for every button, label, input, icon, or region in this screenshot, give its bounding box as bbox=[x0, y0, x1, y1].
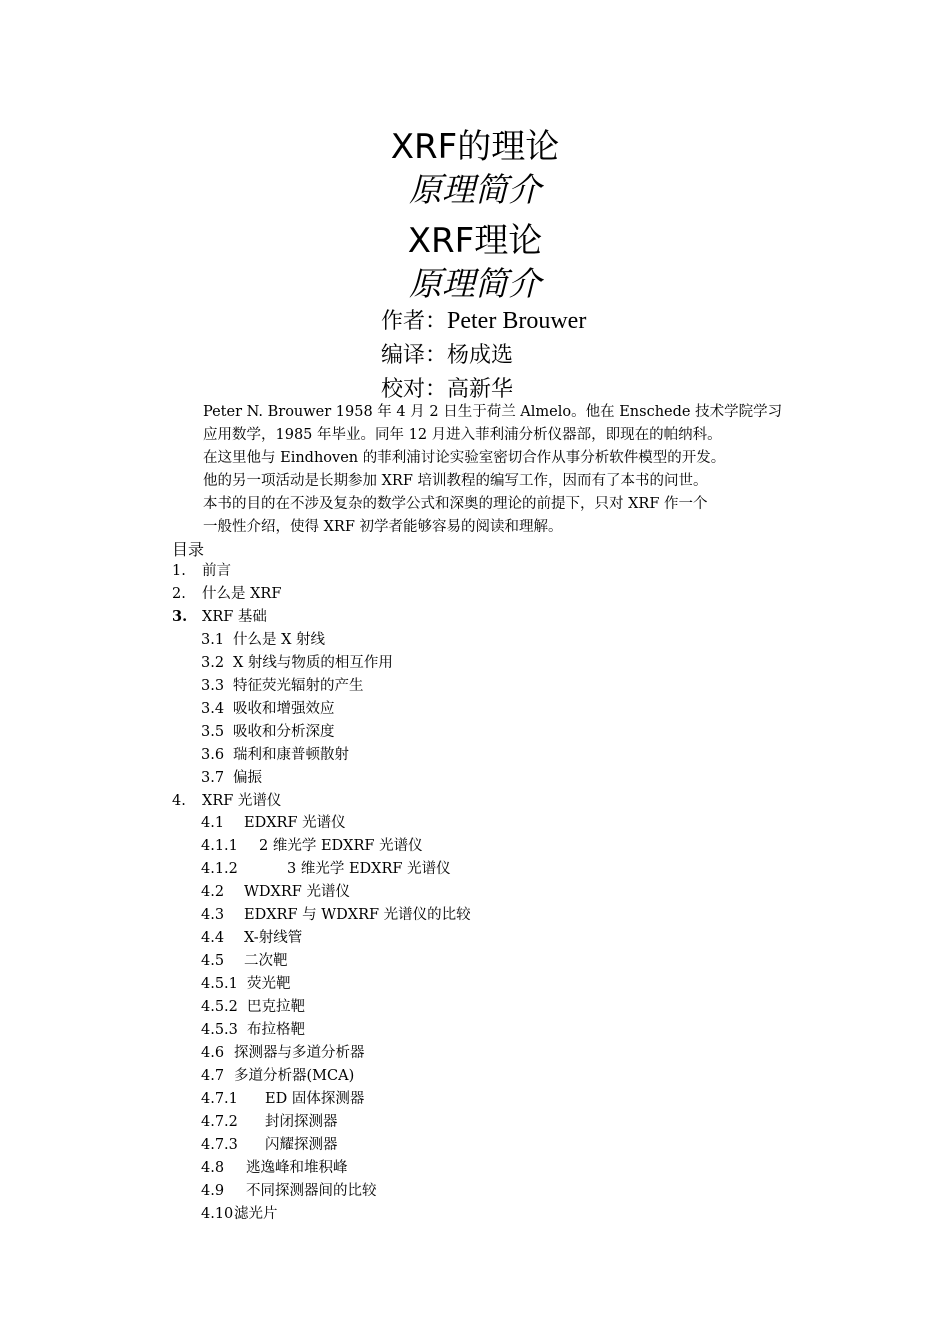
bio-line: 本书的目的在不涉及复杂的数学公式和深奥的理论的前提下，只对 XRF 作一个 bbox=[203, 496, 708, 512]
toc-entry-label: 探测器与多道分析器 bbox=[234, 1044, 365, 1061]
toc-entry[interactable] bbox=[201, 812, 346, 834]
toc-entry-label: 2 维光学 EDXRF 光谱仪 bbox=[259, 838, 423, 855]
author-line bbox=[381, 304, 586, 335]
toc-entry[interactable] bbox=[201, 1203, 278, 1225]
toc-entry-number: 4.1.2 bbox=[201, 861, 238, 878]
toc-entry-label: 3 维光学 EDXRF 光谱仪 bbox=[287, 861, 451, 878]
toc-entry[interactable] bbox=[201, 744, 349, 766]
toc-entry-number: 4.5 bbox=[201, 953, 225, 970]
toc-entry[interactable] bbox=[201, 652, 393, 674]
toc-entry-label: XRF 光谱仪 bbox=[202, 792, 282, 809]
bio-line: 他的另一项活动是长期参加 XRF 培训教程的编写工作，因而有了本书的问世。 bbox=[203, 473, 708, 489]
toc-entry[interactable] bbox=[201, 835, 423, 857]
toc-entry-number: 3.2 bbox=[201, 654, 225, 671]
toc-entry-number: 4.9 bbox=[201, 1182, 225, 1199]
bio-line: Peter N. Brouwer 1958 年 4 月 2 日生于荷兰 Almelo。他在 Enschede 技术学院学习 bbox=[203, 404, 783, 420]
toc-entry-number: 1. bbox=[172, 563, 186, 579]
toc-entry[interactable] bbox=[201, 858, 451, 880]
toc-entry-label: 逃逸峰和堆积峰 bbox=[246, 1159, 348, 1176]
bio-line: 应用数学，1985 年毕业。同年 12 月进入菲利浦分析仪器部，即现在的帕纳科。 bbox=[203, 427, 722, 443]
document-title-secondary: XRF理论 bbox=[407, 221, 543, 261]
document-title: XRF的理论 bbox=[390, 127, 560, 167]
toc-entry-number: 4. bbox=[172, 792, 186, 809]
toc-entry[interactable] bbox=[201, 1134, 338, 1156]
toc-entry-label: X 射线与物质的相互作用 bbox=[233, 654, 393, 671]
toc-entry-number: 2. bbox=[172, 585, 186, 602]
toc-entry-number: 4.8 bbox=[201, 1159, 225, 1176]
toc-entry-number: 3. bbox=[172, 607, 188, 625]
toc-entry-label: 什么是 X 射线 bbox=[233, 631, 326, 648]
toc-entry[interactable] bbox=[201, 1180, 377, 1202]
toc-entry[interactable] bbox=[201, 1019, 305, 1041]
toc-entry-label: 布拉格靶 bbox=[247, 1022, 305, 1038]
toc-entry[interactable] bbox=[201, 675, 364, 697]
toc-entry-label: 闪耀探测器 bbox=[265, 1136, 338, 1153]
toc-entry-label: 荧光靶 bbox=[247, 976, 291, 993]
toc-entry-label: 瑞利和康普顿散射 bbox=[233, 746, 349, 763]
toc-entry-number: 3.4 bbox=[201, 700, 225, 717]
translator-line bbox=[381, 338, 513, 369]
toc-entry[interactable] bbox=[201, 881, 350, 903]
toc-entry[interactable] bbox=[201, 767, 262, 789]
toc-entry-label: WDXRF 光谱仪 bbox=[244, 884, 350, 901]
proofreader-label: 校对： bbox=[381, 377, 448, 402]
toc-entry-number: 4.4 bbox=[201, 930, 225, 947]
bio-line: 在这里他与 Eindhoven 的菲利浦讨论实验室密切合作从事分析软件模型的开发。 bbox=[203, 450, 726, 466]
toc-entry[interactable] bbox=[201, 698, 335, 720]
toc-entry-label: EDXRF 光谱仪 bbox=[244, 815, 346, 832]
toc-entry-number: 3.1 bbox=[201, 631, 225, 648]
bio-line: 一般性介绍，使得 XRF 初学者能够容易的阅读和理解。 bbox=[203, 519, 563, 535]
toc-entry-label: 滤光片 bbox=[234, 1205, 278, 1222]
toc-entry[interactable] bbox=[201, 1111, 338, 1133]
toc-entry-label: 多道分析器(MCA) bbox=[234, 1067, 355, 1084]
document-subtitle-secondary: 原理简介 bbox=[409, 264, 541, 303]
toc-entry[interactable] bbox=[201, 1088, 365, 1110]
toc-entry[interactable] bbox=[172, 583, 282, 605]
toc-entry-label: XRF 基础 bbox=[202, 608, 267, 625]
document-subtitle: 原理简介 bbox=[409, 170, 541, 209]
toc-entry[interactable] bbox=[201, 721, 335, 743]
toc-entry-number: 3.7 bbox=[201, 769, 225, 786]
toc-entry-label: 二次靶 bbox=[244, 953, 288, 970]
toc-entry[interactable] bbox=[172, 606, 267, 628]
toc-entry-number: 4.6 bbox=[201, 1044, 225, 1061]
toc-entry-number: 3.6 bbox=[201, 746, 225, 763]
toc-entry-label: X-射线管 bbox=[244, 930, 303, 947]
toc-entry-label: 巴克拉靶 bbox=[247, 999, 305, 1016]
toc-entry-number: 4.10 bbox=[201, 1205, 234, 1222]
author-bio-paragraph bbox=[203, 401, 818, 539]
proofreader-name: 高新华 bbox=[447, 377, 514, 402]
toc-entry-label: EDXRF 与 WDXRF 光谱仪的比较 bbox=[244, 907, 471, 924]
toc-entry-label: ED 固体探测器 bbox=[265, 1090, 365, 1107]
author-label: 作者： bbox=[381, 309, 448, 334]
toc-entry-label: 不同探测器间的比较 bbox=[246, 1182, 377, 1199]
toc-entry[interactable] bbox=[201, 927, 303, 949]
toc-entry[interactable] bbox=[201, 1065, 355, 1087]
toc-entry[interactable] bbox=[172, 790, 282, 812]
toc-entry-number: 4.7.1 bbox=[201, 1090, 238, 1107]
toc-entry-number: 4.5.2 bbox=[201, 999, 238, 1016]
toc-entry-label: 吸收和增强效应 bbox=[233, 700, 335, 717]
toc-entry[interactable] bbox=[201, 904, 471, 926]
toc-entry[interactable] bbox=[172, 560, 231, 582]
proofreader-line bbox=[381, 372, 513, 403]
toc-entry[interactable] bbox=[201, 1157, 348, 1179]
toc-entry-number: 4.7 bbox=[201, 1067, 225, 1084]
toc-entry-number: 4.3 bbox=[201, 907, 225, 924]
toc-entry-label: 偏振 bbox=[233, 769, 262, 786]
toc-entry-number: 3.3 bbox=[201, 677, 225, 694]
toc-entry-number: 4.5.3 bbox=[201, 1022, 238, 1038]
toc-entry[interactable] bbox=[201, 1042, 365, 1064]
author-name: Peter Brouwer bbox=[447, 308, 587, 334]
toc-entry-number: 4.7.2 bbox=[201, 1113, 238, 1130]
toc-entry-label: 特征荧光辐射的产生 bbox=[233, 677, 364, 694]
toc-entry[interactable] bbox=[201, 973, 291, 995]
toc-entry-label: 什么是 XRF bbox=[202, 585, 282, 602]
toc-entry-label: 封闭探测器 bbox=[265, 1113, 338, 1130]
translator-name: 杨成选 bbox=[447, 343, 514, 368]
toc-entry-number: 4.1 bbox=[201, 815, 225, 832]
toc-entry-label: 前言 bbox=[202, 563, 231, 579]
toc-entry-number: 4.5.1 bbox=[201, 976, 238, 993]
toc-entry[interactable] bbox=[201, 629, 326, 651]
toc-entry-number: 3.5 bbox=[201, 723, 225, 740]
toc-entry-label: 吸收和分析深度 bbox=[233, 723, 335, 740]
translator-label: 编译： bbox=[381, 343, 448, 368]
toc-entry-number: 4.7.3 bbox=[201, 1136, 238, 1153]
toc-entry[interactable] bbox=[201, 996, 305, 1018]
toc-entry-number: 4.1.1 bbox=[201, 838, 238, 855]
toc-heading: 目录 bbox=[172, 540, 205, 559]
toc-entry[interactable] bbox=[201, 950, 288, 972]
toc-entry-number: 4.2 bbox=[201, 884, 225, 901]
